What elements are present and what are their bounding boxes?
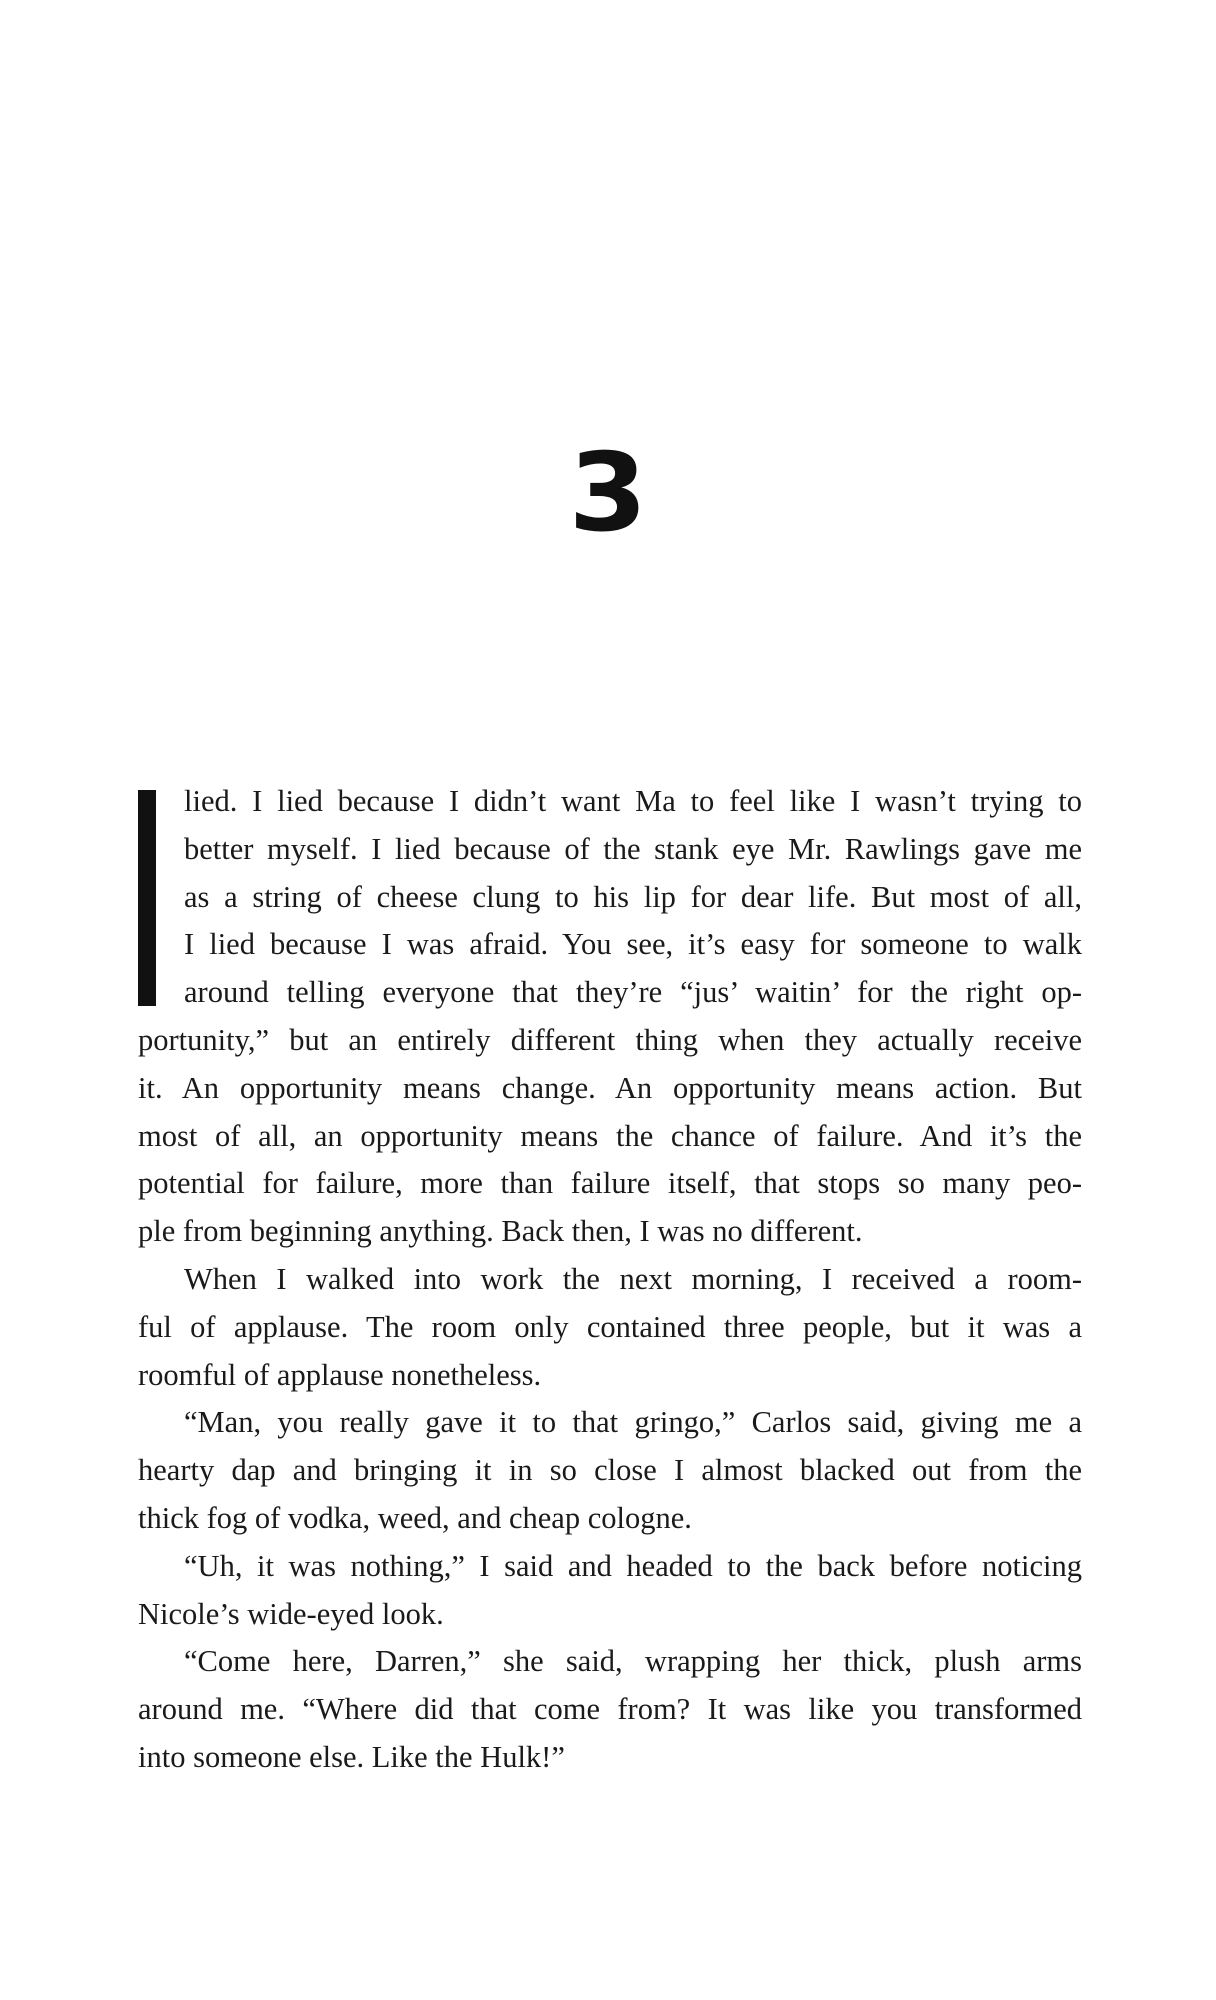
text-line: as a string of cheese clung to his lip for dear life. But most of all,: [184, 879, 1082, 914]
text-line: around me. “Where did that come from? It was like you transformed: [138, 1692, 1082, 1727]
body-text: [138, 778, 1082, 1782]
text-line: lied. I lied because I didn’t want Ma to feel like I wasn’t trying to: [184, 784, 1082, 818]
text-line: When I walked into work the next morning, I received a room-: [184, 1261, 1082, 1296]
text-line: ple from beginning anything. Back then, I was no different.: [138, 1214, 863, 1249]
text-line: most of all, an opportunity means the chance of failure. And it’s the: [138, 1118, 1082, 1153]
text-line: portunity,” but an entirely different thing when they actually receive: [138, 1022, 1082, 1057]
text-line: “Man, you really gave it to that gringo,” Carlos said, giving me a: [184, 1405, 1082, 1440]
text-line: into someone else. Like the Hulk!”: [138, 1739, 565, 1774]
text-line: Nicole’s wide-eyed look.: [138, 1596, 444, 1631]
text-line: potential for failure, more than failure itself, that stops so many peo-: [138, 1166, 1082, 1201]
text-line: better myself. I lied because of the stank eye Mr. Rawlings gave me: [184, 831, 1082, 866]
text-line: thick fog of vodka, weed, and cheap cologne.: [138, 1500, 692, 1535]
text-line: “Come here, Darren,” she said, wrapping her thick, plush arms: [184, 1644, 1082, 1679]
text-line: it. An opportunity means change. An opportunity means action. But: [138, 1070, 1082, 1105]
text-line: hearty dap and bringing it in so close I almost blacked out from the: [138, 1453, 1082, 1488]
text-line: around telling everyone that they’re “jus’ waitin’ for the right op-: [184, 975, 1082, 1010]
text-line: roomful of applause nonetheless.: [138, 1357, 542, 1392]
text-line: ful of applause. The room only contained three people, but it was a: [138, 1309, 1082, 1344]
text-line: “Uh, it was nothing,” I said and headed to the back before noticing: [184, 1548, 1082, 1583]
text-line: I lied because I was afraid. You see, it’s easy for someone to walk: [184, 927, 1082, 962]
chapter-number: 3: [568, 431, 648, 556]
